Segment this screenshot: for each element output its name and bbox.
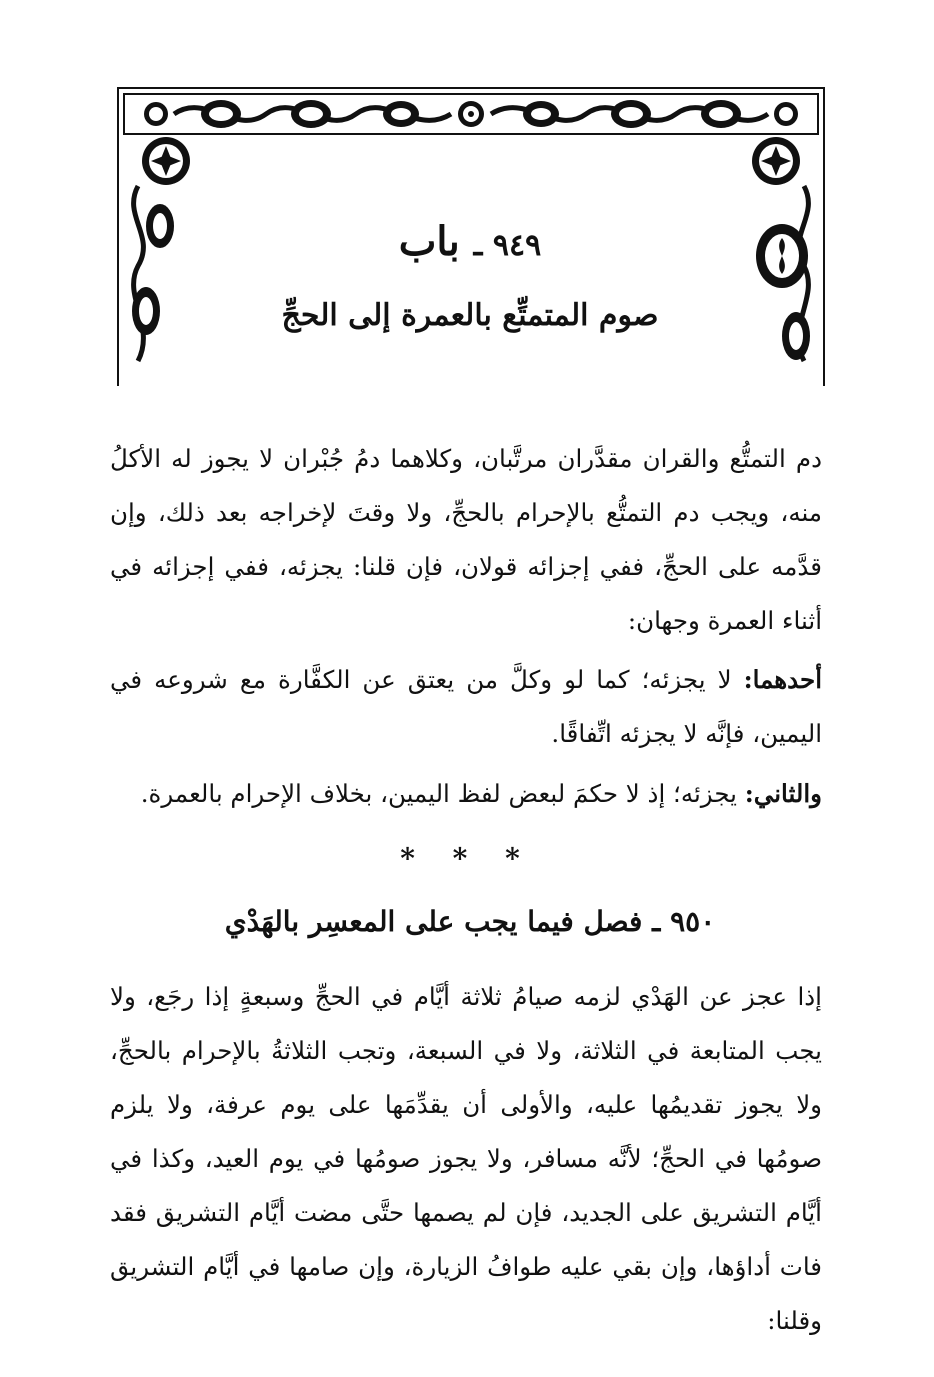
chapter-heading xyxy=(230,218,710,265)
paragraph-3 xyxy=(110,767,822,821)
chapter-number: ٩٤٩ ـ xyxy=(473,228,542,263)
paragraph-1: دم التمتُّع والقران مقدَّران مرتَّبان، وكلاهما دمُ جُبْران لا يجوز له الأكلُ منه، ويجب دم التمتُّع بالإحرام بالحجِّ، ولا وقتَ لإخراجه بعد ذلك، وإن قدَّمه على الحجِّ، ففي إجزائه قولان، فإن قلنا: يجزئه، ففي إجزائه في أثناء العمرة وجهان: xyxy=(110,444,822,635)
chapter-word: باب xyxy=(398,218,460,265)
paragraph-3-text: يجزئه؛ إذ لا حكمَ لبعض لفظ اليمين، بخلاف الإحرام بالعمرة. xyxy=(140,779,745,808)
paragraph-2-lead: أحدهما: xyxy=(743,665,822,694)
paragraph-2 xyxy=(110,653,822,761)
paragraph-4: إذا عجز عن الهَدْي لزمه صيامُ ثلاثة أيَّام في الحجِّ وسبعةٍ إذا رجَع، ولا يجب المتابعة في الثلاثة، ولا في السبعة، وتجب الثلاثةُ بالإحرام بالحجِّ، ولا يجوز تقديمُها عليه، والأولى أن يقدِّمَها على يوم عرفة، ولا يلزم صومُها في الحجِّ؛ لأنَّه مسافر، ولا يجوز صومُها في يوم العيد، وكذا في أيَّام التشريق على الجديد، فإن لم يصمها حتَّى مضت أيَّام التشريق فقد فات أداؤها، وإن بقي عليه طوافُ الزيارة، وإن صامها في أيَّام التشريق وقلنا: xyxy=(110,982,823,1335)
section-separator: * * * xyxy=(400,842,534,875)
paragraph-2-text: لا يجزئه؛ كما لو وكلَّ من يعتق عن الكفَّارة مع شروعه في اليمين، فإنَّه لا يجزئه اتِّفاقًا. xyxy=(110,665,822,748)
paragraph-3-lead: والثاني: xyxy=(744,779,822,808)
section-title: ٩٥٠ ـ فصل فيما يجب على المعسِر بالهَدْي xyxy=(224,905,716,938)
chapter-subtitle: صوم المتمتِّع بالعمرة إلى الحجِّ xyxy=(281,298,659,333)
